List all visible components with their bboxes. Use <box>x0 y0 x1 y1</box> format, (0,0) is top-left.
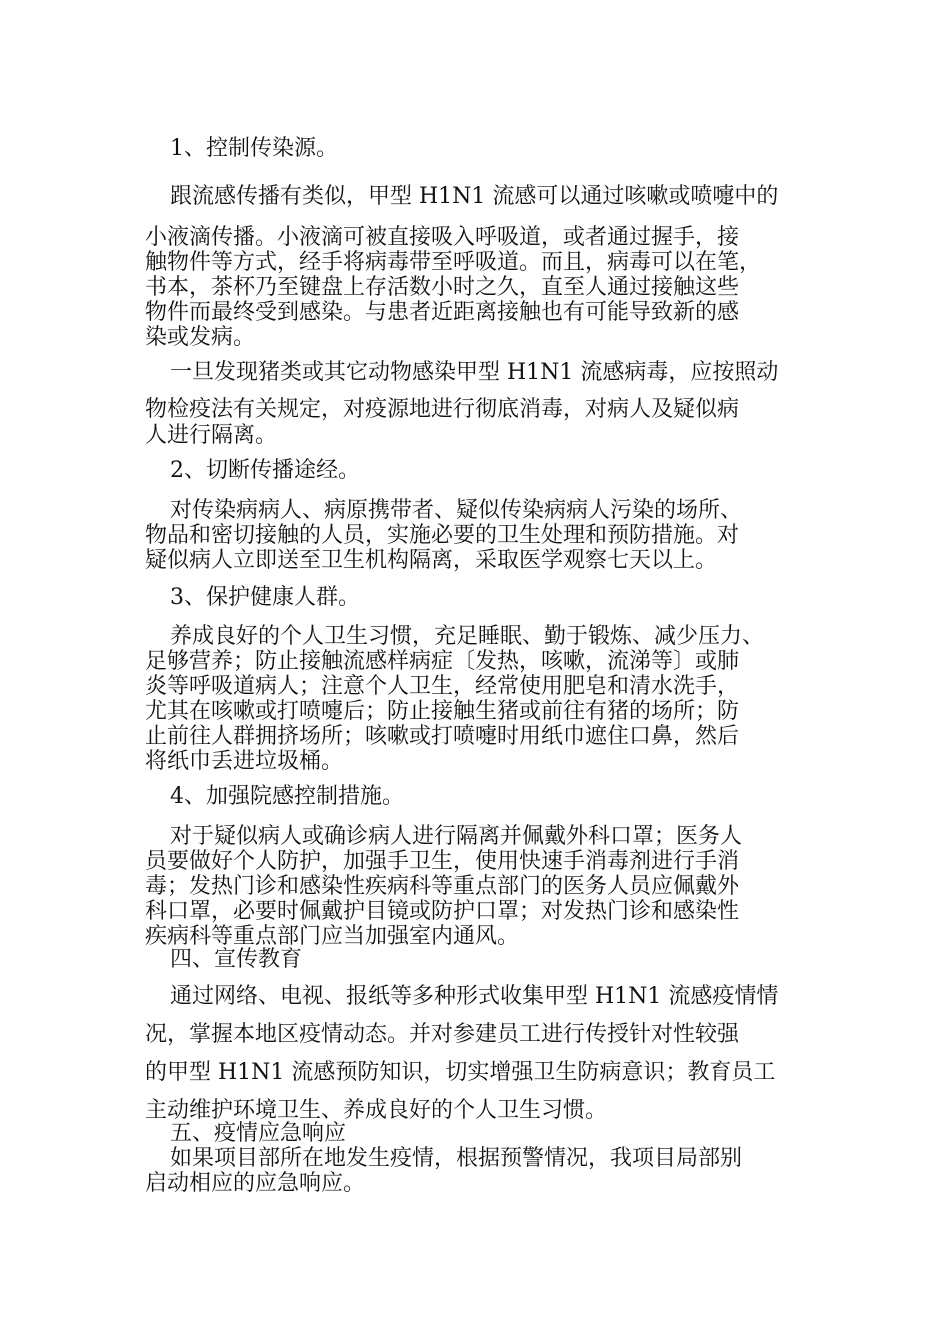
paragraph-line: 人进行隔离。 <box>145 423 278 448</box>
paragraph-line: 书本，茶杯乃至键盘上存活数小时之久，直至人通过接触这些 <box>145 275 740 300</box>
section-heading-3: 3、保护健康人群。 <box>170 585 360 610</box>
section-heading-4: 4、加强院感控制措施。 <box>170 784 404 809</box>
paragraph-line: 足够营养；防止接触流感样病症〔发热，咳嗽，流涕等〕或肺 <box>145 649 740 674</box>
paragraph-line: 通过网络、电视、报纸等多种形式收集甲型 H1N1 流感疫情情 <box>170 984 779 1009</box>
section-heading-1: 1、控制传染源。 <box>170 136 338 161</box>
paragraph-line: 员要做好个人防护，加强手卫生，使用快速手消毒剂进行手消 <box>145 849 740 874</box>
paragraph-line: 一旦发现猪类或其它动物感染甲型 H1N1 流感病毒，应按照动 <box>170 360 779 385</box>
paragraph-line: 的甲型 H1N1 流感预防知识，切实增强卫生防病意识；教育员工 <box>145 1060 776 1085</box>
paragraph-line: 养成良好的个人卫生习惯，充足睡眠、勤于锻炼、减少压力、 <box>170 624 765 649</box>
paragraph-line: 将纸巾丢进垃圾桶。 <box>145 749 344 774</box>
paragraph-line: 物检疫法有关规定，对疫源地进行彻底消毒，对病人及疑似病 <box>145 397 740 422</box>
paragraph-line: 启动相应的应急响应。 <box>145 1171 366 1196</box>
section-heading-2: 2、切断传播途经。 <box>170 458 360 483</box>
paragraph-line: 物品和密切接触的人员，实施必要的卫生处理和预防措施。对 <box>145 523 740 548</box>
section-heading-5: 四、宣传教育 <box>170 947 303 972</box>
paragraph-line: 触物件等方式，经手将病毒带至呼吸道。而且，病毒可以在笔， <box>145 250 762 275</box>
paragraph-line: 如果项目部所在地发生疫情，根据预警情况，我项目局部别 <box>170 1146 743 1171</box>
paragraph-line: 跟流感传播有类似，甲型 H1N1 流感可以通过咳嗽或喷嚏中的 <box>170 184 779 209</box>
paragraph-line: 科口罩，必要时佩戴护目镜或防护口罩；对发热门诊和感染性 <box>145 899 740 924</box>
paragraph-line: 染或发病。 <box>145 325 256 350</box>
section-heading-6: 五、疫情应急响应 <box>170 1121 347 1146</box>
paragraph-line: 炎等呼吸道病人；注意个人卫生，经常使用肥皂和清水洗手， <box>145 674 740 699</box>
paragraph-line: 小液滴传播。小液滴可被直接吸入呼吸道，或者通过握手，接 <box>145 225 740 250</box>
paragraph-line: 对于疑似病人或确诊病人进行隔离并佩戴外科口罩；医务人 <box>170 824 743 849</box>
paragraph-line: 物件而最终受到感染。与患者近距离接触也有可能导致新的感 <box>145 300 740 325</box>
paragraph-line: 止前往人群拥挤场所；咳嗽或打喷嚏时用纸巾遮住口鼻，然后 <box>145 724 740 749</box>
paragraph-line: 疑似病人立即送至卫生机构隔离，采取医学观察七天以上。 <box>145 548 718 573</box>
paragraph-line: 疾病科等重点部门应当加强室内通风。 <box>145 924 520 949</box>
paragraph-line: 尤其在咳嗽或打喷嚏后；防止接触生猪或前往有猪的场所；防 <box>145 699 740 724</box>
paragraph-line: 况，掌握本地区疫情动态。并对参建员工进行传授针对性较强 <box>145 1022 740 1047</box>
paragraph-line: 主动维护环境卫生、养成良好的个人卫生习惯。 <box>145 1098 608 1123</box>
paragraph-line: 对传染病病人、病原携带者、疑似传染病病人污染的场所、 <box>170 498 743 523</box>
paragraph-line: 毒；发热门诊和感染性疾病科等重点部门的医务人员应佩戴外 <box>145 874 740 899</box>
